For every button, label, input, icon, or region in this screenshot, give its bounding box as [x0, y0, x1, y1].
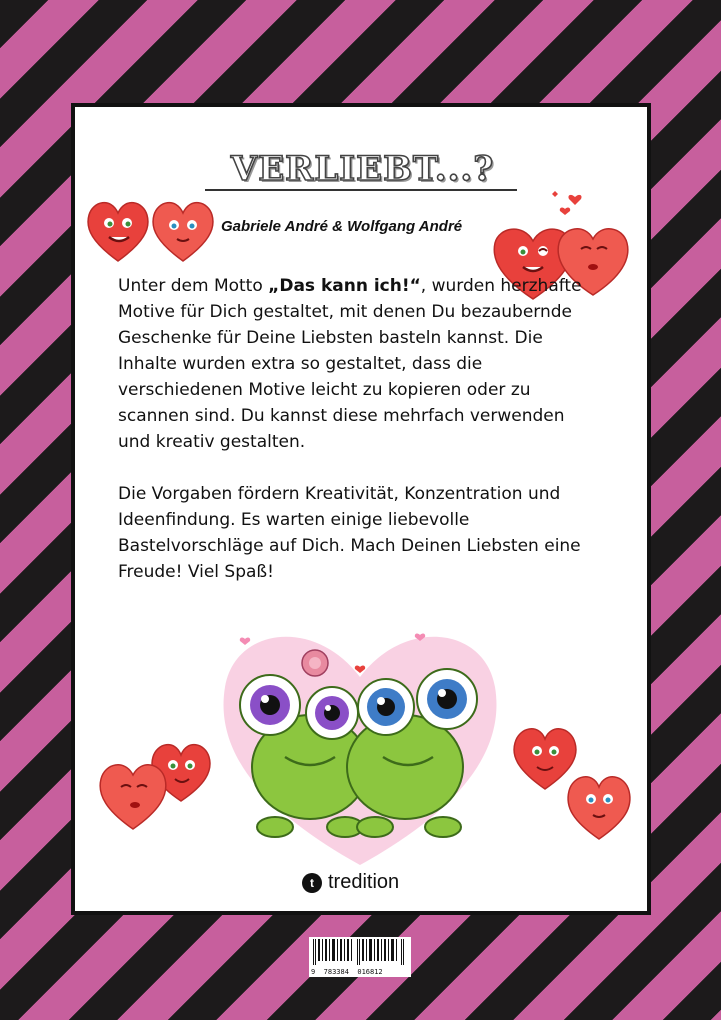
motto-bold: „Das kann ich!“: [268, 276, 421, 296]
back-cover-panel: [71, 103, 651, 915]
publisher-logo: [302, 871, 399, 894]
publisher-name: tredition: [328, 871, 400, 893]
isbn-barcode: [309, 937, 411, 977]
isbn-number: 9 783384 016812: [311, 968, 383, 976]
paragraph-prefix: Unter dem Motto: [118, 276, 269, 296]
emoji-hearts-bottom-left: [93, 725, 223, 835]
book-title: VERLIEBT...?: [230, 149, 495, 189]
description-text: [118, 273, 598, 611]
barcode-bars-icon: [309, 937, 411, 967]
paragraph-rest: , wurden herzhafte Motive für Dich gestaltet, mit denen Du bezaubernde Geschenke für Deine Liebsten basteln kannst. Die Inhalte wurden extra so gestaltet, dass die verschiedenen Motive leicht zu kopieren oder zu scannen sind. Du kannst diese mehrfach verwenden und kreativ gestalten.: [118, 276, 582, 452]
emoji-hearts-bottom-right: [507, 715, 637, 845]
emoji-hearts-top-left: [83, 195, 223, 265]
description-paragraph-2: Die Vorgaben fördern Kreativität, Konzentration und Ideenfindung. Es warten einige liebevolle Bastelvorschläge auf Dich. Mach Deinen Liebsten eine Freude! Viel Spaß!: [118, 484, 581, 582]
tredition-icon: t: [302, 873, 322, 893]
authors: Gabriele André & Wolfgang André: [221, 218, 463, 235]
title-underline: [205, 189, 517, 191]
frogs-illustration: [215, 617, 505, 867]
description-paragraph-1: [118, 273, 598, 455]
